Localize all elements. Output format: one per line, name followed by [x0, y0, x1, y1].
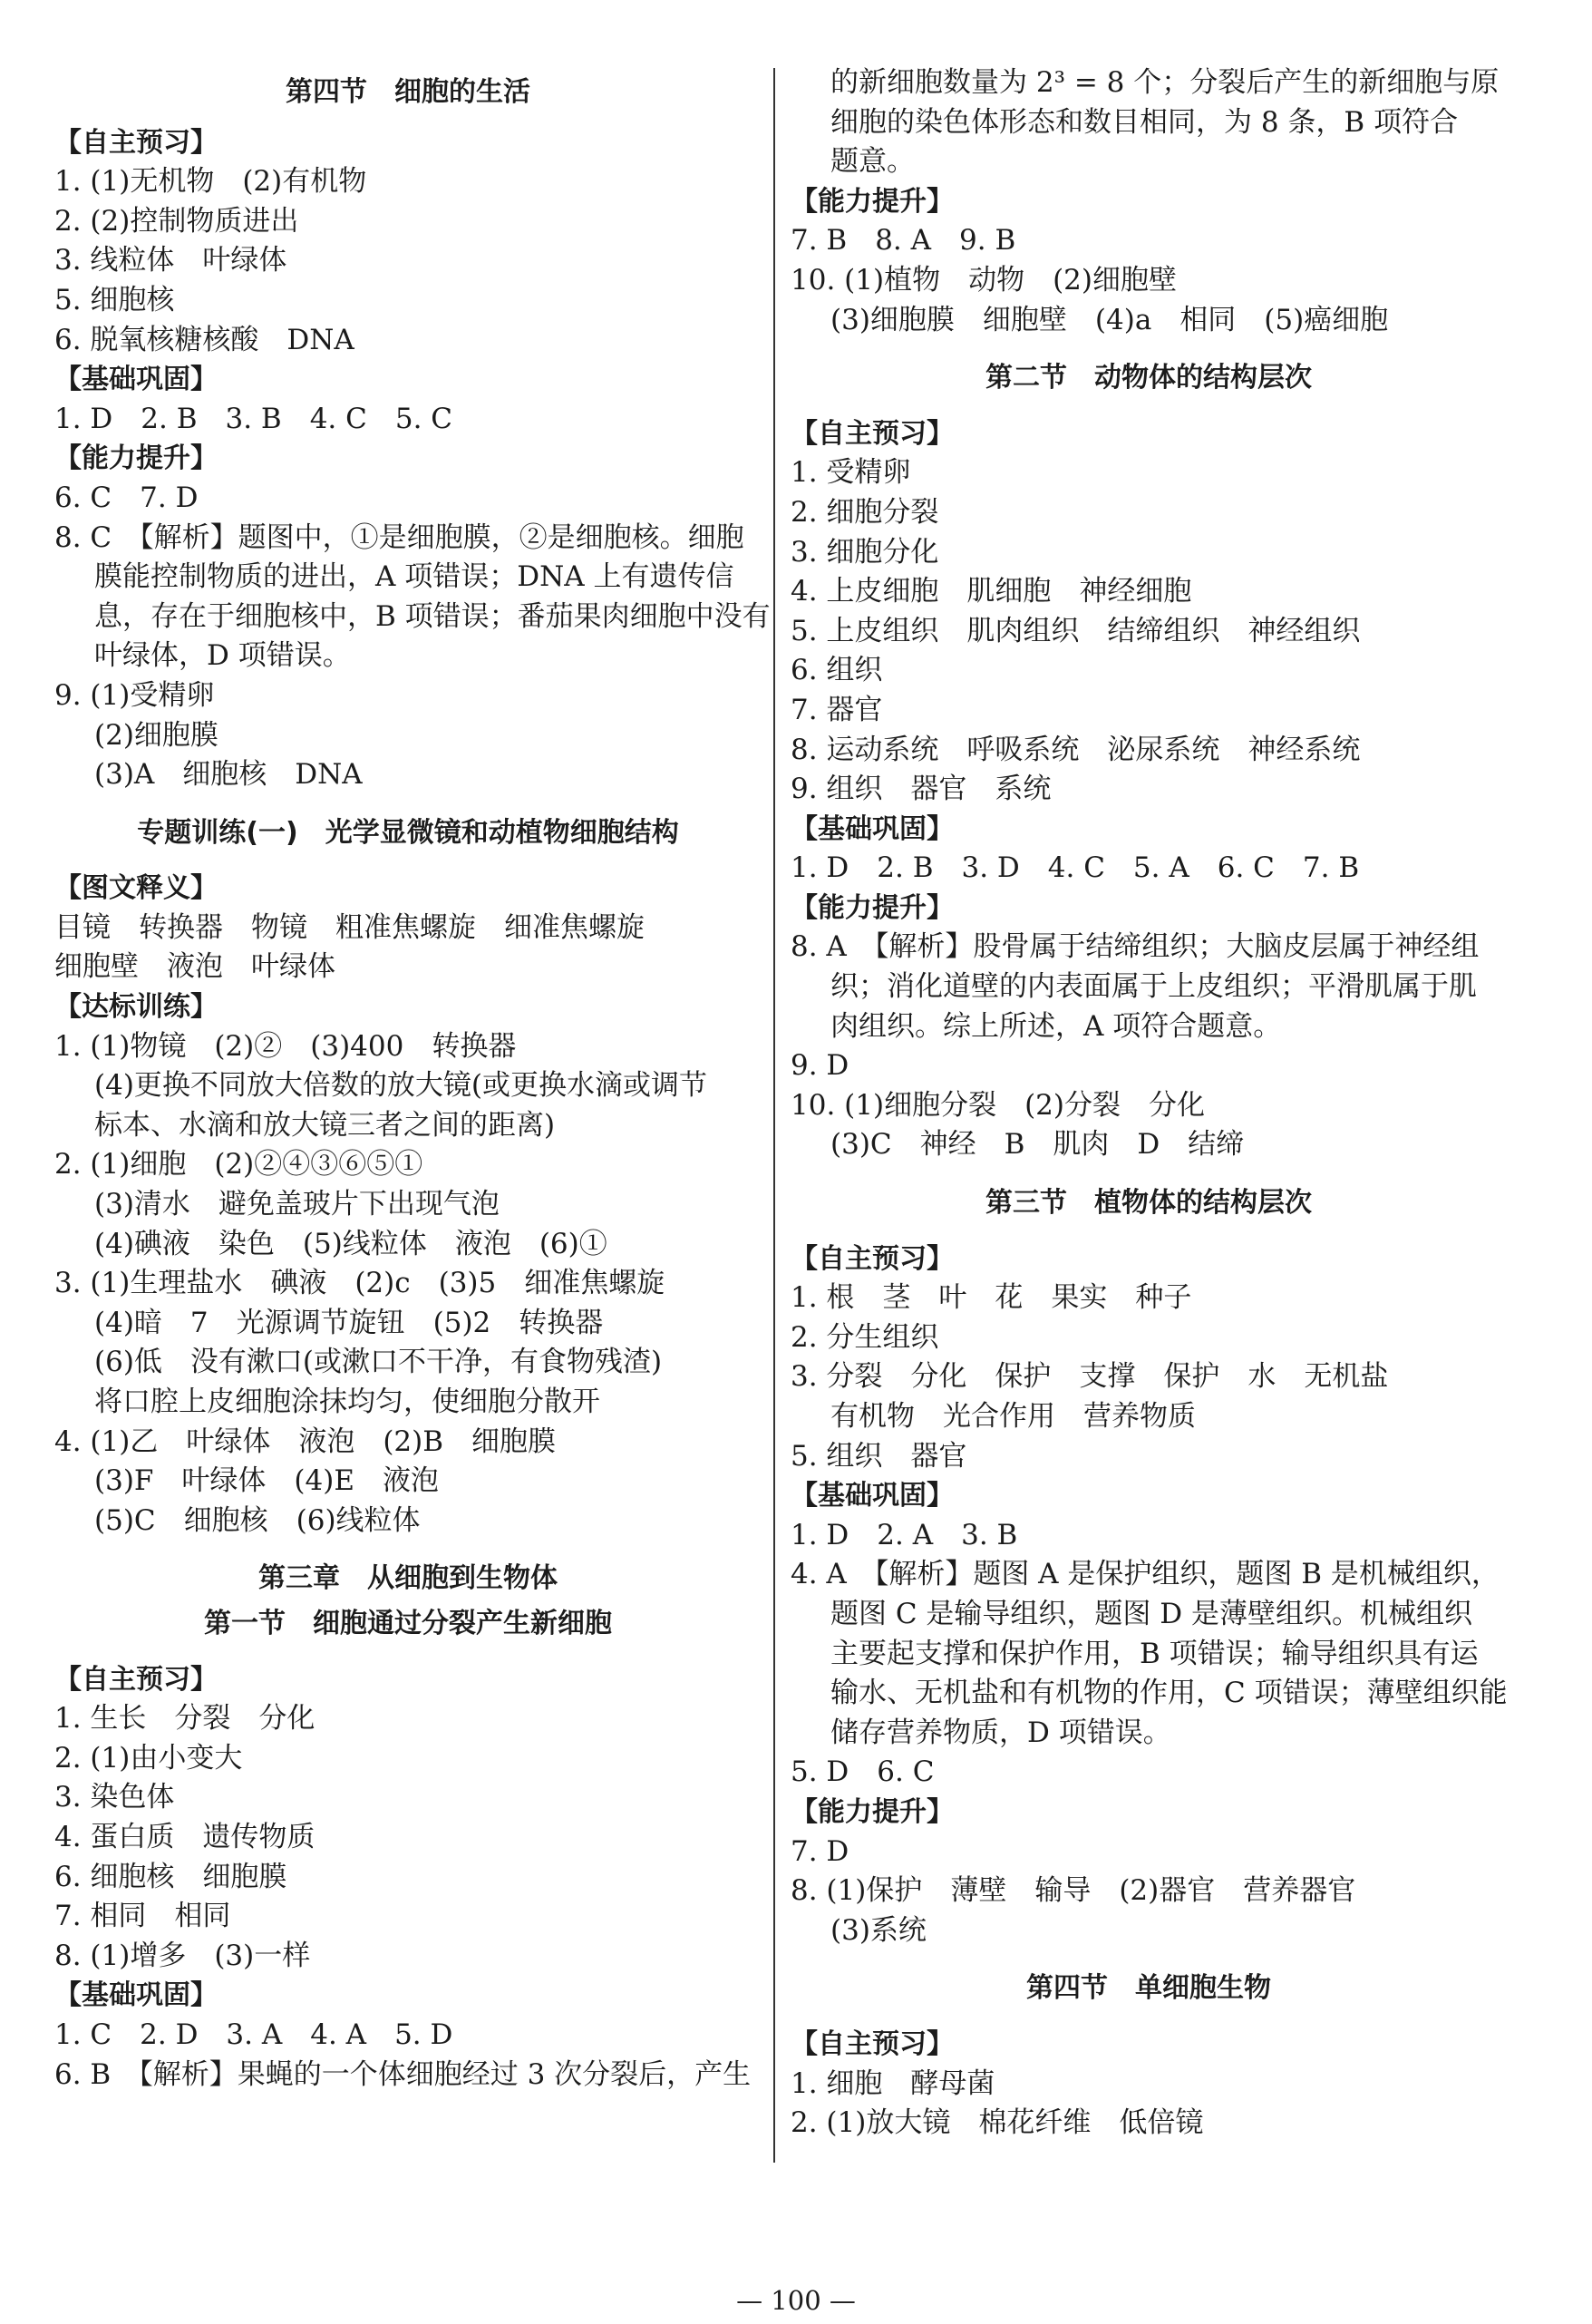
- answer-line: 储存营养物质，D 项错误。: [830, 1716, 1171, 1749]
- answer-line: 7. B 8. A 9. B: [791, 224, 1016, 258]
- answer-line: 5. D 6. C: [791, 1755, 935, 1789]
- answer-line: 5. 上皮组织 肌肉组织 结缔组织 神经组织: [791, 614, 1361, 647]
- answer-line: 4. A 【解析】题图 A 是保护组织，题图 B 是机械组织，: [791, 1558, 1500, 1591]
- answer-line: 的新细胞数量为 2³ = 8 个；分裂后产生的新细胞与原: [830, 66, 1500, 99]
- section-title: 专题训练(一) 光学显微镜和动植物细胞结构: [137, 816, 679, 849]
- section-title: 第四节 单细胞生物: [1026, 1972, 1271, 2005]
- answer-line: 2. (1)由小变大: [54, 1741, 243, 1775]
- subsection-header: 【基础巩固】: [791, 1480, 954, 1512]
- answer-line: 5. 组织 器官: [791, 1439, 967, 1473]
- answer-line: 9. (1)受精卵: [54, 678, 215, 712]
- answer-line: 输水、无机盐和有机物的作用，C 项错误；薄壁组织能: [830, 1677, 1508, 1710]
- answer-line: 标本、水滴和放大镜三者之间的距离): [94, 1108, 556, 1142]
- section-title: 第一节 细胞通过分裂产生新细胞: [204, 1607, 612, 1639]
- answer-line: 6. B 【解析】果蝇的一个体细胞经过 3 次分裂后，产生: [54, 2057, 752, 2091]
- answer-line: 题图 C 是输导组织，题图 D 是薄壁组织。机械组织: [830, 1597, 1472, 1630]
- answer-line: (3)C 神经 B 肌肉 D 结缔: [830, 1128, 1245, 1162]
- answer-line: 4. (1)乙 叶绿体 液泡 (2)B 细胞膜: [54, 1425, 557, 1458]
- answer-line: (5)C 细胞核 (6)线粒体: [94, 1503, 421, 1537]
- answer-line: 6. 组织: [791, 654, 883, 687]
- subsection-header: 【自主预习】: [791, 2027, 954, 2060]
- answer-line: 目镜 转换器 物镜 粗准焦螺旋 细准焦螺旋: [54, 910, 645, 944]
- answer-line: 8. C 【解析】题图中，①是细胞膜，②是细胞核。细胞: [54, 520, 744, 554]
- answer-line: 6. 脱氧核糖核酸 DNA: [54, 323, 354, 356]
- answer-line: 1. D 2. B 3. D 4. C 5. A 6. C 7. B: [791, 851, 1360, 885]
- answer-line: 3. 细胞分化: [791, 535, 939, 569]
- section-title: 第三节 植物体的结构层次: [985, 1187, 1312, 1220]
- answer-line: 1. 根 茎 叶 花 果实 种子: [791, 1281, 1192, 1315]
- answer-line: (3)清水 避免盖玻片下出现气泡: [94, 1188, 500, 1221]
- answer-line: 6. 细胞核 细胞膜: [54, 1860, 287, 1893]
- answer-line: 有机物 光合作用 营养物质: [830, 1400, 1196, 1433]
- answer-line: 叶绿体，D 项错误。: [94, 639, 351, 673]
- answer-line: 膜能控制物质的进出，A 项错误；DNA 上有遗传信: [94, 560, 734, 594]
- answer-line: 1. D 2. B 3. B 4. C 5. C: [54, 402, 453, 435]
- subsection-header: 【基础巩固】: [791, 812, 954, 845]
- answer-line: 7. D: [791, 1834, 849, 1868]
- answer-line: (4)碘液 染色 (5)线粒体 液泡 (6)①: [94, 1227, 607, 1260]
- answer-line: (3)F 叶绿体 (4)E 液泡: [94, 1464, 439, 1498]
- answer-line: (3)细胞膜 细胞壁 (4)a 相同 (5)癌细胞: [830, 303, 1389, 336]
- left-column: [54, 63, 771, 2095]
- answer-line: 3. 分裂 分化 保护 支撑 保护 水 无机盐: [791, 1360, 1389, 1394]
- answer-line: 2. (2)控制物质进出: [54, 204, 299, 238]
- subsection-header: 【基础巩固】: [54, 1979, 218, 2012]
- answer-line: 9. D: [791, 1049, 849, 1083]
- subsection-header: 【自主预习】: [54, 1663, 218, 1696]
- subsection-header: 【自主预习】: [791, 1242, 954, 1275]
- answer-line: 10. (1)植物 动物 (2)细胞壁: [791, 263, 1177, 297]
- subsection-header: 【图文释义】: [54, 872, 218, 905]
- answer-line: 8. (1)增多 (3)一样: [54, 1939, 311, 1972]
- answer-line: 8. A 【解析】股骨属于结缔组织；大脑皮层属于神经组: [791, 930, 1480, 964]
- answer-line: 3. 线粒体 叶绿体: [54, 244, 287, 277]
- answer-line: 2. (1)细胞 (2)②④③⑥⑤①: [54, 1148, 423, 1181]
- section-title: 第四节 细胞的生活: [286, 76, 530, 108]
- subsection-header: 【达标训练】: [54, 991, 218, 1024]
- answer-line: 5. 细胞核: [54, 283, 175, 316]
- answer-line: 肉组织。综上所述，A 项符合题意。: [830, 1009, 1282, 1043]
- section-title: 第二节 动物体的结构层次: [985, 362, 1312, 394]
- answer-line: (2)细胞膜: [94, 718, 218, 752]
- answer-line: 细胞壁 液泡 叶绿体: [54, 950, 335, 984]
- answer-line: 10. (1)细胞分裂 (2)分裂 分化: [791, 1088, 1205, 1122]
- answer-line: (6)低 没有漱口(或漱口不干净，有食物残渣): [94, 1346, 663, 1379]
- answer-line: 8. 运动系统 呼吸系统 泌尿系统 神经系统: [791, 733, 1361, 766]
- answer-line: 题意。: [830, 145, 915, 179]
- answer-line: 4. 蛋白质 遗传物质: [54, 1820, 315, 1853]
- answer-line: 1. 细胞 酵母菌: [791, 2066, 995, 2100]
- answer-line: 3. 染色体: [54, 1781, 175, 1814]
- answer-line: 8. (1)保护 薄壁 输导 (2)器官 营养器官: [791, 1874, 1356, 1908]
- answer-line: (4)更换不同放大倍数的放大镜(或更换水滴或调节: [94, 1069, 708, 1103]
- subsection-header: 【能力提升】: [791, 185, 954, 218]
- answer-line: (3)A 细胞核 DNA: [94, 758, 363, 792]
- answer-line: 1. D 2. A 3. B: [791, 1518, 1018, 1551]
- subsection-header: 【能力提升】: [791, 891, 954, 924]
- answer-line: 2. 细胞分裂: [791, 495, 939, 529]
- answer-line: (4)暗 7 光源调节旋钮 (5)2 转换器: [94, 1306, 604, 1339]
- subsection-header: 【自主预习】: [54, 126, 218, 159]
- subsection-header: 【基础巩固】: [54, 364, 218, 396]
- answer-line: 1. (1)无机物 (2)有机物: [54, 165, 367, 199]
- answer-line: 1. (1)物镜 (2)② (3)400 转换器: [54, 1029, 517, 1063]
- answer-line: 7. 相同 相同: [54, 1900, 231, 1933]
- answer-line: 6. C 7. D: [54, 481, 199, 514]
- answer-line: 9. 组织 器官 系统: [791, 773, 1052, 806]
- subsection-header: 【能力提升】: [54, 442, 218, 475]
- subsection-header: 【能力提升】: [791, 1795, 954, 1828]
- answer-line: 主要起支撑和保护作用，B 项错误；输导组织具有运: [830, 1637, 1479, 1670]
- right-column: [791, 63, 1507, 2144]
- page-number: — 100 —: [736, 2285, 856, 2316]
- answer-line: 4. 上皮细胞 肌细胞 神经细胞: [791, 575, 1192, 608]
- column-divider: [773, 68, 775, 2163]
- answer-line: 细胞的染色体形态和数目相同，为 8 条，B 项符合: [830, 105, 1459, 139]
- answer-line: 织；消化道壁的内表面属于上皮组织；平滑肌属于肌: [830, 970, 1477, 1004]
- answer-line: 1. 受精卵: [791, 456, 911, 490]
- answer-line: 7. 器官: [791, 693, 883, 726]
- answer-line: 将口腔上皮细胞涂抹均匀，使细胞分散开: [94, 1386, 600, 1418]
- answer-line: 2. (1)放大镜 棉花纤维 低倍镜: [791, 2106, 1204, 2140]
- answer-line: 2. 分生组织: [791, 1320, 939, 1354]
- chapter-title: 第三章 从细胞到生物体: [258, 1562, 558, 1595]
- answer-line: 1. C 2. D 3. A 4. A 5. D: [54, 2018, 453, 2051]
- answer-line: 1. 生长 分裂 分化: [54, 1702, 315, 1736]
- subsection-header: 【自主预习】: [791, 417, 954, 450]
- answer-line: (3)系统: [830, 1913, 927, 1947]
- answer-line: 息，存在于细胞核中，B 项错误；番茄果肉细胞中没有: [94, 599, 771, 633]
- answer-line: 3. (1)生理盐水 碘液 (2)c (3)5 细准焦螺旋: [54, 1267, 665, 1300]
